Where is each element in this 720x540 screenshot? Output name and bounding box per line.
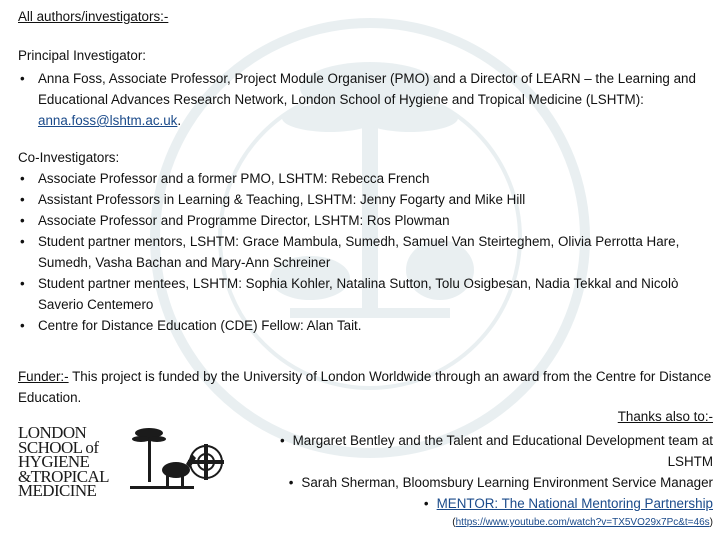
funder-section	[18, 366, 712, 408]
list-item: • Associate Professor and a former PMO, LSHTM: Rebecca French	[18, 168, 712, 189]
authors-heading: All authors/investigators:-	[18, 9, 169, 24]
thanks-list	[232, 430, 713, 530]
thanks-heading: Thanks also to:-	[617, 409, 713, 424]
coi-heading: Co-Investigators:	[18, 150, 120, 165]
list-item: • Assistant Professors in Learning & Teaching, LSHTM: Jenny Fogarty and Mike Hill	[18, 189, 712, 210]
coi-list	[18, 168, 712, 336]
co-investigators-section	[18, 147, 712, 336]
funder-label: Funder:-	[18, 369, 69, 384]
list-item: • Anna Foss, Associate Professor, Project Module Organiser (PMO) and a Director of LEARN – the Learning and Educational Advances Research Network, London School of Hygiene and Tropical Medicine (LSHTM): anna.foss@lshtm.ac.uk.	[18, 68, 712, 131]
list-item: • Student partner mentors, LSHTM: Grace Mambula, Sumedh, Samuel Van Steirteghem, Olivia Perrotta Hare, Sumedh, Vasha Bachan and Mary-Ann Schreiner	[18, 231, 712, 273]
pi-list	[18, 68, 712, 131]
principal-investigator-section	[18, 45, 712, 131]
lshtm-logo	[18, 424, 228, 500]
mentor-link[interactable]: MENTOR: The National Mentoring Partnership	[436, 496, 713, 511]
pi-heading: Principal Investigator:	[18, 48, 147, 63]
list-item: • Associate Professor and Programme Director, LSHTM: Ros Plowman	[18, 210, 712, 231]
logo-wordmark: LONDON SCHOOL of HYGIENE &TROPICAL MEDICINE	[18, 423, 109, 500]
list-item: • Sarah Sherman, Bloomsbury Learning Environment Service Manager	[288, 475, 713, 490]
list-item: • Student partner mentees, LSHTM: Sophia Kohler, Natalina Sutton, Tolu Osigbesan, Nadia Tekkal and Nicolò Saverio Centemero	[18, 273, 712, 315]
list-item: (https://www.youtube.com/watch?v=TX5VO29x7Pc&t=46s)	[452, 517, 713, 528]
video-link[interactable]: https://www.youtube.com/watch?v=TX5VO29x7Pc&t=46s	[455, 517, 710, 528]
lshtm-crest-icon	[126, 424, 226, 500]
pi-email-link[interactable]: anna.foss@lshtm.ac.uk	[38, 113, 178, 128]
list-item: • MENTOR: The National Mentoring Partnership	[423, 496, 713, 511]
list-item: • Margaret Bentley and the Talent and Educational Development team at LSHTM	[279, 433, 713, 469]
funder-text: This project is funded by the University of London Worldwide through an award from the Centre for Distance Education.	[18, 369, 712, 405]
list-item: • Centre for Distance Education (CDE) Fellow: Alan Tait.	[18, 315, 712, 336]
